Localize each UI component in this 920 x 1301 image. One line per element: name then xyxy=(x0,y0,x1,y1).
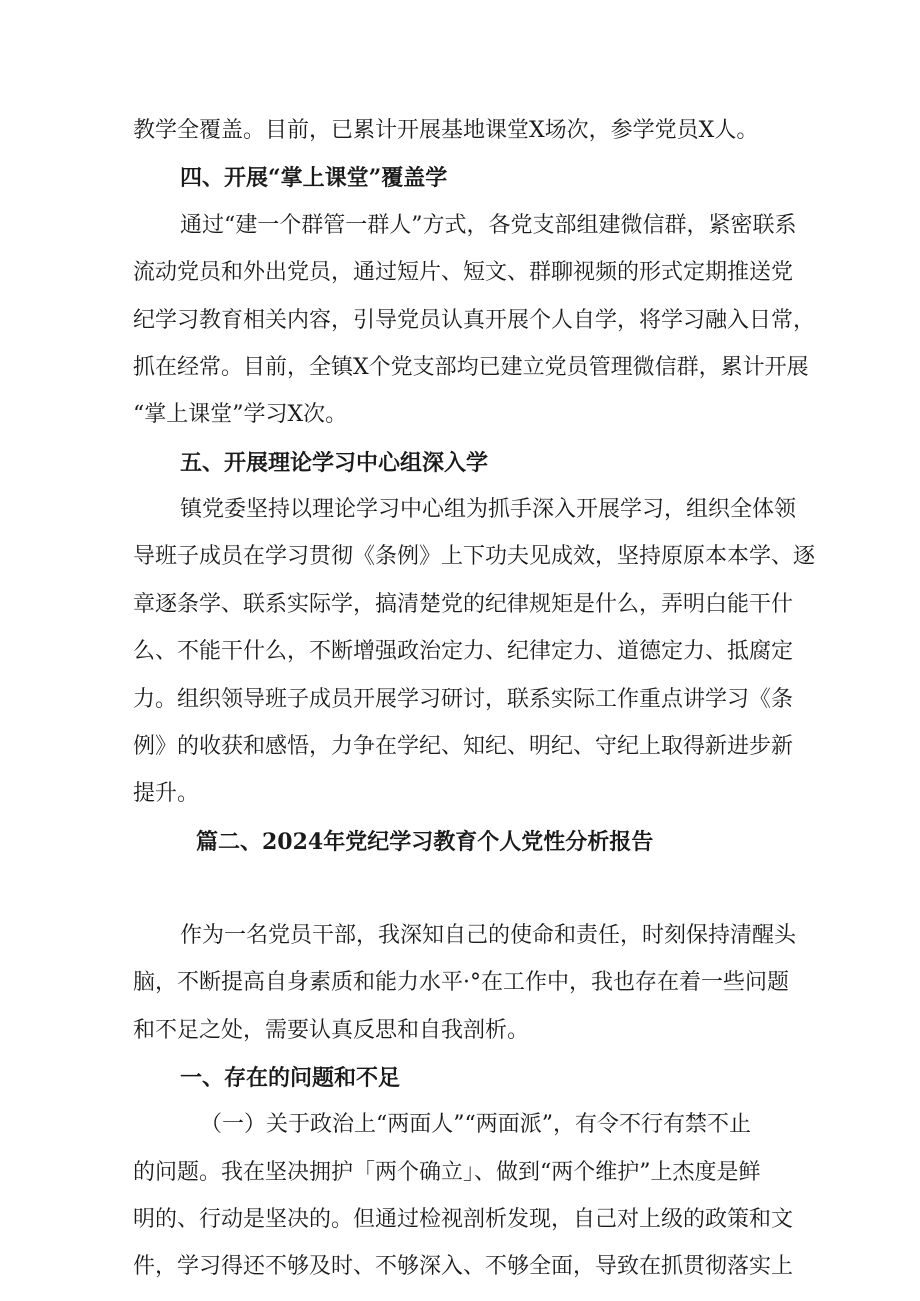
section-heading: 一、存在的问题和不足 xyxy=(180,1065,401,1091)
article-title: 篇二、2024年党纪学习教育个人党性分析报告 xyxy=(196,829,654,855)
body-line: 的问题。我在坚决拥护「两个确立」、做到“两个维护”上杰度是鲜 xyxy=(133,1160,761,1185)
body-line: 通过“建一个群管一群人”方式，各党支部组建微信群，紧密联系 xyxy=(180,213,797,238)
body-line: 脑，不断提高自身素质和能力水平·°在工作中，我也存在着一些问题 xyxy=(133,970,789,995)
body-line: 镇党委坚持以理论学习中心组为抓手深入开展学习，组织全体领 xyxy=(180,497,797,522)
body-line: 教学全覆盖。目前，已累计开展基地课堂X场次，参学党员X人。 xyxy=(133,118,759,143)
body-line: 流动党员和外出党员，通过短片、短文、群聊视频的形式定期推送党 xyxy=(133,260,794,285)
body-line: 和不足之处，需要认真反思和自我剖析。 xyxy=(133,1018,530,1043)
body-line: 章逐条学、联系实际学，搞清楚党的纪律规矩是什么，弄明白能干什 xyxy=(133,592,794,617)
section-heading: 五、开展理论学习中心组深入学 xyxy=(180,450,489,476)
body-line: （一）关于政治上“两面人”“两面派”，有令不行有禁不止 xyxy=(200,1112,751,1137)
body-line: 导班子成员在学习贯彻《条例》上下功夫见成效，坚持原原本本学、逐 xyxy=(133,544,816,569)
body-line: 提升。 xyxy=(133,781,200,806)
body-line: 么、不能干什么，不断增强政治定力、纪律定力、道德定力、抵腐定 xyxy=(133,639,794,664)
body-line: 作为一名党员干部，我深知自己的使命和责任，时刻保持清醒头 xyxy=(180,923,797,948)
body-line: 明的、行动是坚决的。但通过检视剖析发现，自己对上级的政策和文 xyxy=(133,1207,794,1232)
body-line: 例》的收获和感悟，力争在学纪、知纪、明纪、守纪上取得新进步新 xyxy=(133,734,794,759)
body-line: 抓在经常。目前，全镇X个党支部均已建立党员管理微信群，累计开展 xyxy=(133,355,809,380)
body-line: 件，学习得还不够及时、不够深入、不够全面，导致在抓贯彻落实上 xyxy=(133,1254,794,1279)
body-line: 纪学习教育相关内容，引导党员认真开展个人自学，将学习融入日常， xyxy=(133,308,816,333)
body-line: “掌上课堂”学习X次。 xyxy=(133,402,348,427)
body-line: 力。组织领导班子成员开展学习研讨，联系实际工作重点讲学习《条 xyxy=(133,687,794,712)
section-heading: 四、开展“掌上课堂”覆盖学 xyxy=(180,165,448,191)
